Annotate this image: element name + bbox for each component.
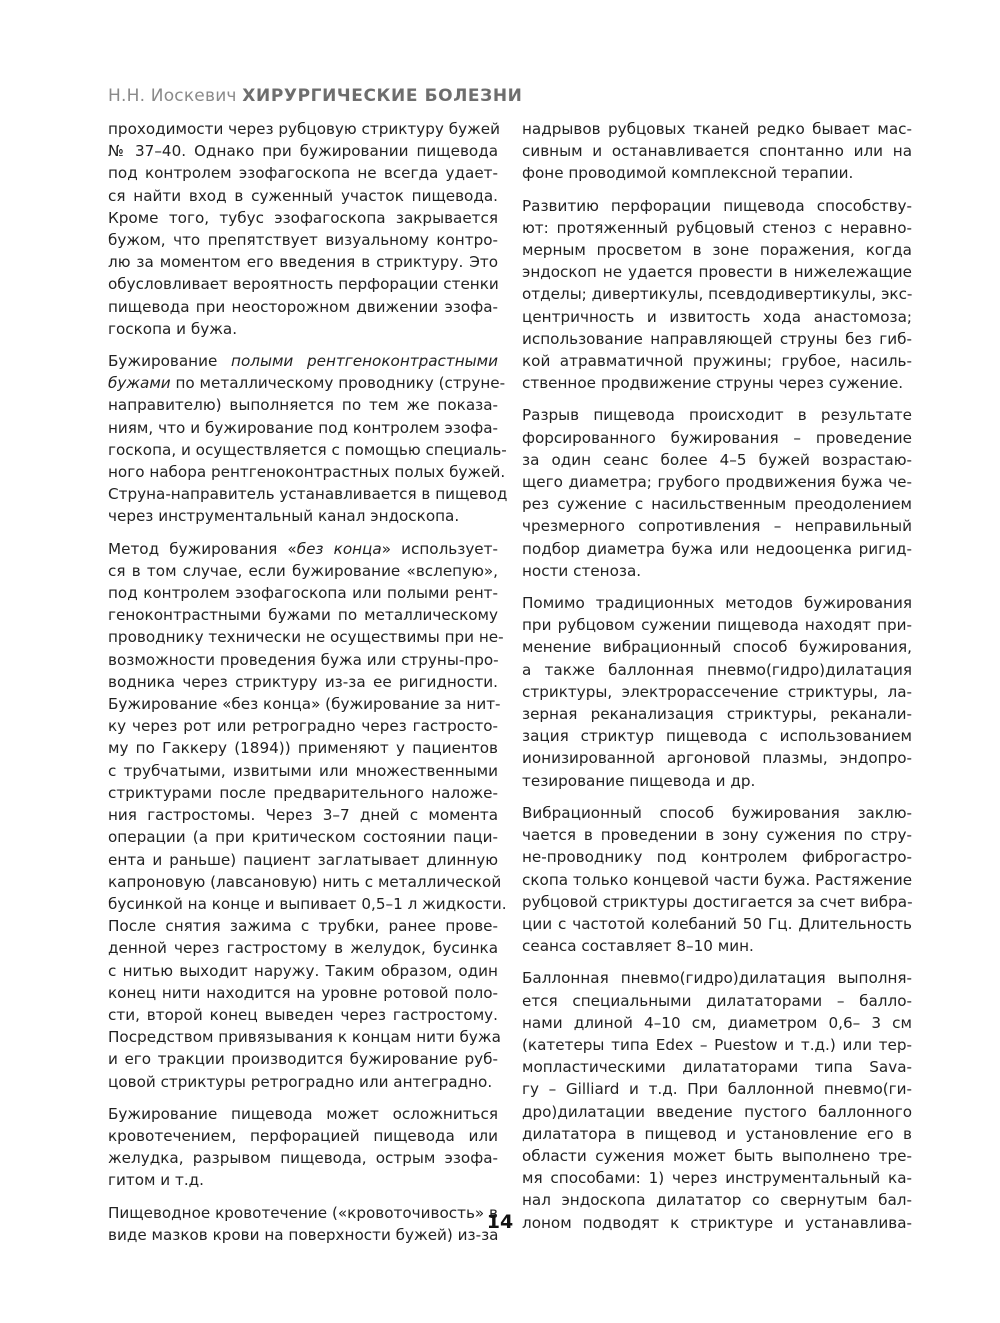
right-text-column xyxy=(522,118,912,1244)
text-line: зерная реканализация стриктуры, реканали- xyxy=(522,705,912,724)
text-line: капроновую (лавсановую) нить с металлической xyxy=(108,872,502,891)
text-line: ионизированной аргоновой плазмы, эндопро- xyxy=(522,749,912,768)
text-line: Баллонная пневмо(гидро)дилатация выполня- xyxy=(522,969,912,988)
text-line: цовой стриктуры ретроградно или антеградно. xyxy=(108,1072,493,1091)
text-line: стриктурами после предварительного наложе- xyxy=(108,783,498,802)
text-line: использование направляющей струны без гиб- xyxy=(522,329,912,348)
text-line: сти, второй конец выведен через гастростому. xyxy=(108,1005,498,1024)
text-line: ют: протяженный рубцовый стеноз с неравно- xyxy=(522,218,912,237)
text-line: ниям, что и бужирование под контролем эзофа- xyxy=(108,418,498,437)
text-line: мерным просветом в зоне поражения, когда xyxy=(522,241,912,260)
text-line: бужами по металлическому проводнику (струне- xyxy=(108,374,506,393)
paragraph xyxy=(522,802,912,957)
text-line: и его тракции производится бужирование руб- xyxy=(108,1050,498,1069)
text-line: направителю) выполняется по тем же показа- xyxy=(108,396,498,415)
text-line: Бужирование полыми рентгеноконтрастными xyxy=(108,352,498,371)
text-line: геноконтрастными бужами по металлическому xyxy=(108,606,498,625)
text-line: эндоскоп не удается провести в нижележащие xyxy=(522,263,912,282)
text-line: менение вибрационный способ бужирования, xyxy=(522,638,912,657)
emphasized-term: полыми рентгеноконтрастными xyxy=(231,352,498,371)
paragraph xyxy=(522,592,912,792)
page-number: 14 xyxy=(486,1211,514,1233)
paragraph xyxy=(522,404,912,582)
text-line: Пищеводное кровотечение («кровоточивость» в xyxy=(108,1203,498,1222)
text-line: мя способами: 1) через инструментальный ка- xyxy=(522,1169,912,1188)
paragraph xyxy=(522,967,912,1233)
paragraph xyxy=(108,350,508,528)
text-line: щего диаметра; грубого продвижения бужа че- xyxy=(522,473,912,492)
text-line: Посредством привязывания к концам нити бужа xyxy=(108,1028,501,1047)
emphasized-term: бужами xyxy=(108,374,171,393)
text-line: ется специальными дилататорами – балло- xyxy=(522,991,912,1010)
text-line: подбор диаметра бужа или недооценка ригид- xyxy=(522,539,912,558)
text-line: не-проводнику под контролем фиброгастро- xyxy=(522,848,912,867)
text-line: проводнику технически не осуществимы при не- xyxy=(108,628,504,647)
text-line: ента и раньше) пациент заглатывает длинную xyxy=(108,850,498,869)
text-line: чрезмерного сопротивления – неправильный xyxy=(522,517,912,536)
text-line: мопластическими дилататорами типа Sava- xyxy=(522,1058,912,1077)
text-line: рубцовой стриктуры достигается за счет вибра- xyxy=(522,892,913,911)
text-line: После снятия зажима с трубки, ранее прове- xyxy=(108,917,498,936)
text-line: ния гастростомы. Через 3–7 дней с момента xyxy=(108,806,498,825)
text-line: Развитию перфорации пищевода способству- xyxy=(522,196,912,215)
text-line: му по Гаккеру (1894)) применяют у пациентов xyxy=(108,739,498,758)
text-line: Разрыв пищевода происходит в результате xyxy=(522,406,912,425)
text-line: рез сужение с насильственным преодолением xyxy=(522,495,912,514)
text-line: Помимо традиционных методов бужирования xyxy=(522,594,912,613)
text-line: через инструментальный канал эндоскопа. xyxy=(108,507,460,526)
text-line: водника через стриктуру из-за ее ригидности. xyxy=(108,672,498,691)
text-line: ственное продвижение струны через сужение. xyxy=(522,374,904,393)
text-line: с трубчатыми, извитыми или множественными xyxy=(108,761,498,780)
text-line: госкопа и бужа. xyxy=(108,319,238,338)
text-line: операции (а при критическом состоянии паци- xyxy=(108,828,498,847)
paragraph xyxy=(108,118,498,340)
text-line: лю за моментом его введения в стриктуру. Это xyxy=(108,253,498,272)
text-line: зация стриктур пищевода с использованием xyxy=(522,727,912,746)
text-line: сивным и останавливается спонтанно или на xyxy=(522,142,912,161)
paragraph xyxy=(522,195,912,395)
text-line: ся в том случае, если бужирование «вслепую», xyxy=(108,561,498,580)
text-line: форсированного бужирования – проведение xyxy=(522,428,912,447)
text-line: гитом и т.д. xyxy=(108,1171,204,1190)
paragraph xyxy=(108,538,507,1093)
text-line: ции с частотой колебаний 50 Гц. Длительность xyxy=(522,914,912,933)
running-head xyxy=(108,86,528,106)
text-line: дро)дилатации введение пустого баллонного xyxy=(522,1102,912,1121)
running-head-author: Н.Н. Иоскевич xyxy=(108,86,237,106)
text-line: тезирование пищевода и др. xyxy=(522,771,756,790)
text-line: при рубцовом сужении пищевода находят при- xyxy=(522,616,912,635)
text-line: под контролем эзофагоскопа не всегда удает- xyxy=(108,164,498,183)
text-line: ку через рот или ретроградно через гастросто- xyxy=(108,717,498,736)
text-line: проходимости через рубцовую стриктуру бужей xyxy=(108,120,500,138)
text-line: лоном подводят к стриктуре и устанавлива- xyxy=(522,1213,912,1232)
text-line: области сужения может быть выполнено тре- xyxy=(522,1146,912,1165)
text-line: кровотечением, перфорацией пищевода или xyxy=(108,1126,498,1145)
text-line: под контролем эзофагоскопа или полыми рент- xyxy=(108,584,498,603)
text-line: виде мазков крови на поверхности бужей) из-за xyxy=(108,1225,499,1244)
text-line: кой атравматичной пружины; грубое, насиль- xyxy=(522,352,912,371)
text-line: № 37–40. Однако при бужировании пищевода xyxy=(108,142,498,161)
text-line: отделы; дивертикулы, псевдодивертикулы, экс- xyxy=(522,285,913,304)
text-line: бужом, что препятствует визуальному контро- xyxy=(108,231,498,250)
text-line: а также баллонная пневмо(гидро)дилатация xyxy=(522,660,912,679)
text-line: Бужирование пищевода может осложниться xyxy=(108,1104,498,1123)
text-line: денной через гастростому в желудок, бусинка xyxy=(108,939,498,958)
text-line: ности стеноза. xyxy=(522,561,642,580)
paragraph xyxy=(522,118,912,185)
emphasized-term: без конца xyxy=(296,539,382,558)
text-line: фоне проводимой комплексной терапии. xyxy=(522,164,854,183)
text-line: желудка, разрывом пищевода, острым эзофа- xyxy=(108,1149,498,1168)
text-line: Бужирование «без конца» (бужирование за нит- xyxy=(108,695,501,714)
text-line: нами длиной 4–10 см, диаметром 0,6– 3 см xyxy=(522,1013,912,1032)
text-line: Струна-направитель устанавливается в пищевод xyxy=(108,485,508,504)
text-line: ся найти вход в суженный участок пищевода. xyxy=(108,186,498,205)
text-line: бусинкой на конце и выпивает 0,5–1 л жидкости. xyxy=(108,894,507,913)
text-line: конец нити находится на уровне ротовой поло- xyxy=(108,983,498,1002)
text-line: возможности проведения бужа или струны-про- xyxy=(108,650,499,669)
text-line: за один сеанс более 4–5 бужей возрастаю- xyxy=(522,450,912,469)
text-line: сеанса составляет 8–10 мин. xyxy=(522,937,754,956)
text-line: надрывов рубцовых тканей редко бывает мас- xyxy=(522,120,912,138)
text-line: (катетеры типа Edex – Puestow и т.д.) или тер- xyxy=(522,1035,912,1054)
text-line: госкопа, и осуществляется с помощью специаль- xyxy=(108,440,507,459)
text-line: нал эндоскопа дилататор со свернутым бал- xyxy=(522,1191,912,1210)
running-head-title: ХИРУРГИЧЕСКИЕ БОЛЕЗНИ xyxy=(242,86,523,106)
text-line: Кроме того, тубус эзофагоскопа закрывается xyxy=(108,208,498,227)
text-line: ного набора рентгеноконтрастных полых бужей. xyxy=(108,463,506,482)
text-line: Вибрационный способ бужирования заклю- xyxy=(522,803,912,822)
text-line: обусловливает вероятность перфорации стенки xyxy=(108,275,499,294)
text-line: центричность и извитость хода анастомоза; xyxy=(522,307,912,326)
text-line: пищевода при неосторожном движении эзофа- xyxy=(108,297,498,316)
paragraph xyxy=(108,1103,498,1192)
text-line: Метод бужирования «без конца» использует- xyxy=(108,539,498,558)
text-line: чается в проведении в зону сужения по стру- xyxy=(522,826,912,845)
text-line: стриктуры, электрорассечение стриктуры, ла- xyxy=(522,682,912,701)
text-line: с нитью выходит наружу. Таким образом, один xyxy=(108,961,498,980)
text-line: дилататора в пищевод и установление его в xyxy=(522,1124,912,1143)
text-line: гу – Gilliard и т.д. При баллонной пневмо(ги- xyxy=(522,1080,912,1099)
text-line: скопа только концевой части бужа. Растяжение xyxy=(522,870,913,889)
